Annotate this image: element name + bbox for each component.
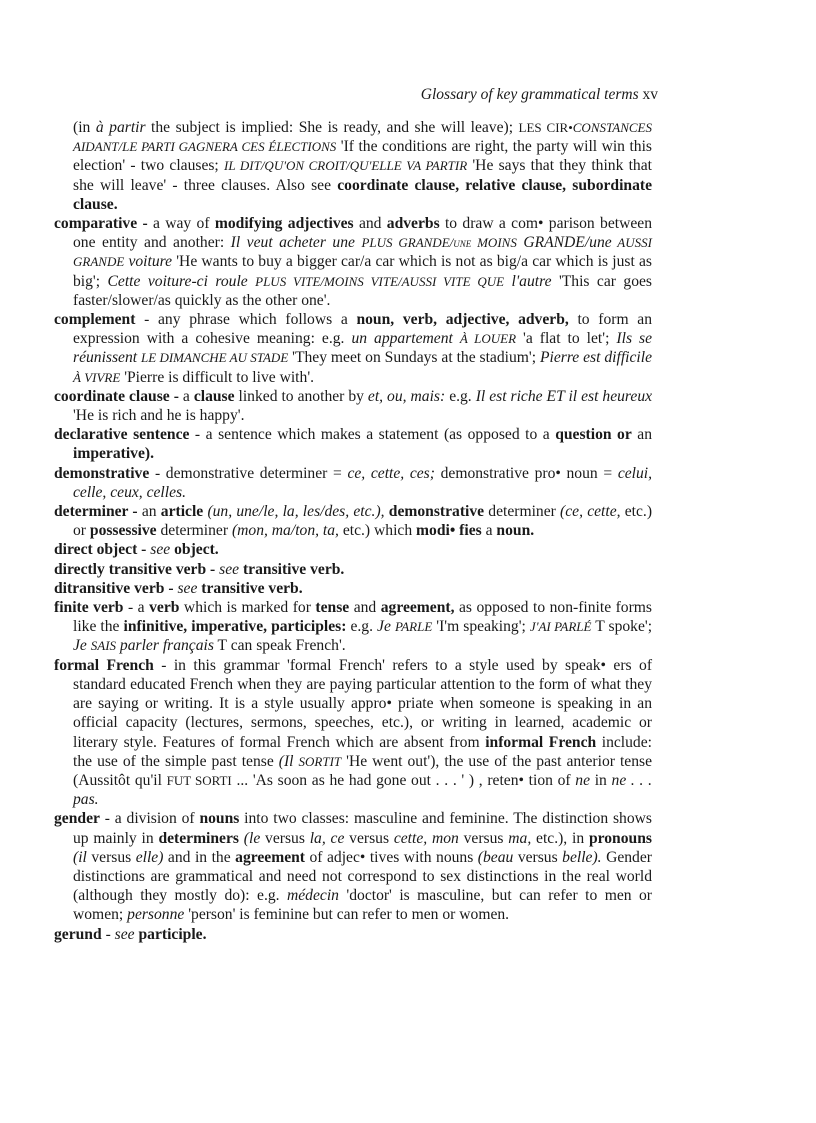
example-smallcaps: À VIVRE xyxy=(73,369,121,385)
example-smallcaps: SORTIT xyxy=(298,753,342,769)
text-run: 'He is rich and he is happy'. xyxy=(73,407,245,425)
text-run: etc.) which xyxy=(338,522,417,540)
term-bold: noun, verb, adjective, adverb, xyxy=(356,311,569,329)
text-run: - any phrase which follows a xyxy=(135,311,357,329)
text-run: T can speak French'. xyxy=(213,637,346,655)
example-smallcaps: SAIS xyxy=(90,638,117,654)
example-italic: voiture xyxy=(124,253,173,271)
text-run: - xyxy=(101,925,115,943)
text-run: 'He went out'), the use of the past anterior tense (Aussitôt qu'il xyxy=(73,752,652,789)
example-italic: see xyxy=(150,541,171,559)
term-bold: directly transitive verb - xyxy=(54,560,216,578)
term-bold: coordinate clause - xyxy=(54,387,179,405)
glossary-entry-gender xyxy=(54,809,652,924)
term-bold: article xyxy=(160,503,204,521)
example-italic: Il veut acheter une xyxy=(230,234,362,252)
text-run: etc.) or xyxy=(73,503,653,540)
glossary-entry-direct-object xyxy=(54,540,652,559)
term-bold: formal French xyxy=(54,656,154,674)
example-italic: Je xyxy=(73,637,91,655)
term-bold: infinitive, imperative, participles: xyxy=(123,618,347,636)
text-run: an xyxy=(137,503,161,521)
text-run: 'a flat to let'; xyxy=(516,330,617,348)
term-bold: gender xyxy=(54,810,100,828)
term-bold: agreement, xyxy=(380,599,455,617)
example-smallcaps: À LOUER xyxy=(459,331,517,347)
text-run: demonstrative pro• noun = xyxy=(434,464,618,482)
term-bold: imperative). xyxy=(73,445,154,463)
text-run: determiner xyxy=(484,503,561,521)
text-run: Gender distinctions are grammatical and need not correspond to sex distinctions in the real world (although they mostly do): e.g. xyxy=(73,848,652,905)
term-bold: complement xyxy=(54,311,136,329)
text-run: 'He says that they think that she will leave' - three clauses. Also see xyxy=(73,157,652,194)
example-italic: (Il xyxy=(278,752,299,770)
text-run: include: the use of the simple past tense xyxy=(73,733,652,770)
example-italic: un appartement xyxy=(351,330,460,348)
example-smallcaps: IL DIT/QU'ON CROIT/QU'ELLE VA PARTIR xyxy=(223,158,468,174)
example-italic: Je xyxy=(377,618,395,636)
text-run: - demonstrative determiner = xyxy=(149,464,348,482)
term-bold: object. xyxy=(174,541,219,559)
glossary-entry-comparative xyxy=(54,214,652,310)
text-run: 'doctor' is masculine, but can refer to men or women; xyxy=(73,887,653,924)
term-bold: determiner - xyxy=(54,503,138,521)
example-smallcaps: • xyxy=(568,120,573,135)
term-bold: adverbs xyxy=(386,215,440,233)
example-italic: cette, mon xyxy=(393,829,459,847)
example-italic: see xyxy=(177,579,198,597)
text-run: T spoke'; xyxy=(591,618,653,636)
term-bold: determiners xyxy=(158,829,239,847)
text-run: - a xyxy=(123,599,150,617)
example-smallcaps: PLUS GRANDE/une MOINS xyxy=(361,235,517,251)
term-bold: nouns xyxy=(199,810,240,828)
term-bold: modi• fies xyxy=(416,522,482,540)
example-italic: ne xyxy=(575,771,591,789)
term-bold: direct object - xyxy=(54,541,147,559)
running-header xyxy=(421,86,658,104)
glossary-entry-clause-continued xyxy=(54,118,652,214)
example-italic: à partir xyxy=(95,119,146,136)
text-run: into two classes: masculine and feminine. The distinction shows up mainly in xyxy=(73,810,652,847)
term-bold: pronouns xyxy=(588,829,652,847)
glossary-entry-complement xyxy=(54,310,652,387)
text-run: versus xyxy=(458,829,509,847)
text-run: ... 'As soon as he had gone out . . . ' ) , reten• tion of xyxy=(231,771,576,789)
example-italic: Il est riche ET il est heureux xyxy=(475,387,653,405)
text-run: etc.), in xyxy=(531,829,589,847)
example-italic: see xyxy=(114,925,135,943)
example-smallcaps: J'AI PARLÉ xyxy=(529,619,592,635)
running-title: Glossary of key grammatical terms xyxy=(420,86,639,103)
example-italic: GRANDE/une xyxy=(516,234,612,252)
example-italic: ce, cette, ces; xyxy=(347,464,435,482)
example-italic: (mon, ma/ton, ta, xyxy=(231,522,339,540)
example-italic: celui, celle, ceux, celles. xyxy=(73,464,653,501)
term-bold: declarative sentence xyxy=(54,426,190,444)
example-italic: belle). xyxy=(562,848,602,866)
term-bold: demonstrative xyxy=(54,464,150,482)
term-bold: possessive xyxy=(89,522,157,540)
term-bold: verb xyxy=(149,599,180,617)
text-run: - in this grammar 'formal French' refers to a style used by speak• ers of standard educated French when they are paying particular attention to the form of what they are saying or writing. It is a style usually appro• priate when someone is speaking in an official capacity (lectures, sermons, speeches, etc.), or writing in learned, academic or literary style. Features of formal French which are absent from xyxy=(73,656,653,751)
text-run: versus xyxy=(86,848,136,866)
text-run: e.g. xyxy=(346,618,378,636)
term-bold: gerund xyxy=(54,925,102,943)
text-run: to draw a com• parison between one entity and another: xyxy=(73,215,652,252)
text-run: which is marked for xyxy=(179,599,316,617)
text-run: 'I'm speaking'; xyxy=(432,618,530,636)
example-italic: (le xyxy=(243,829,261,847)
text-run: a way of xyxy=(147,215,215,233)
text-run: in xyxy=(590,771,612,789)
text-run: of adjec• tives with nouns xyxy=(305,848,478,866)
text-run: - a division of xyxy=(99,810,200,828)
text-run: and xyxy=(349,599,381,617)
example-smallcaps: FUT SORTI xyxy=(166,772,232,788)
example-italic: ne . . . pas. xyxy=(73,771,652,809)
text-run: 'They meet on Sundays at the stadium'; xyxy=(288,349,540,367)
example-italic: ma, xyxy=(508,829,532,847)
glossary-entry-determiner xyxy=(54,502,652,540)
term-bold: participle. xyxy=(138,925,207,943)
text-run: e.g. xyxy=(445,387,476,405)
example-smallcaps: PLUS VITE/MOINS VITE/AUSSI VITE QUE xyxy=(255,273,505,289)
text-run: a xyxy=(178,387,194,405)
glossary-entry-coordinate-clause xyxy=(54,387,652,425)
text-run: versus xyxy=(513,848,563,866)
example-smallcaps: PARLE xyxy=(394,619,433,635)
term-bold: demonstrative xyxy=(388,503,485,521)
example-italic: personne xyxy=(127,906,185,924)
text-run: (in xyxy=(73,119,96,136)
term-bold: question or xyxy=(555,426,632,444)
term-bold: clause xyxy=(193,387,235,405)
term-bold: agreement xyxy=(235,848,305,866)
example-italic: (un, une/le, la, les/des, etc.), xyxy=(207,503,385,521)
text-run: to form an expression with a cohesive meaning: e.g. xyxy=(73,311,652,348)
glossary-entry-ditransitive-verb xyxy=(54,579,652,598)
text-run: 'Pierre is difficult to live with'. xyxy=(120,368,315,386)
text-run: and in the xyxy=(163,848,236,866)
text-run: versus xyxy=(344,829,394,847)
term-bold: ditransitive verb - xyxy=(54,579,174,597)
term-bold: informal French xyxy=(485,733,597,751)
example-italic: see xyxy=(219,560,240,578)
example-smallcaps: LE DIMANCHE AU STADE xyxy=(141,350,289,366)
example-smallcaps: LES CIR xyxy=(518,120,569,135)
term-bold: coordinate clause, relative clause, subordinate clause. xyxy=(73,176,652,213)
glossary-entry-gerund xyxy=(54,925,652,944)
example-italic: elle) xyxy=(135,848,164,866)
term-bold: finite verb xyxy=(54,599,124,617)
text-run: 'He wants to buy a bigger car/a car which is not as big/a car which is just as big'; xyxy=(73,253,652,290)
text-run: linked to another by xyxy=(234,387,368,405)
glossary-entry-demonstrative xyxy=(54,464,652,502)
text-run: - a sentence which makes a statement (as opposed to a xyxy=(189,426,556,444)
glossary-entry-finite-verb xyxy=(54,598,652,656)
page-number: xv xyxy=(642,86,658,103)
example-smallcaps: CONSTANCES AIDANT/LE PARTI GAGNERA CES ÉLECTIONS xyxy=(73,120,652,155)
example-italic: Cette voiture-ci roule xyxy=(107,272,256,290)
text-run: and xyxy=(353,215,387,233)
term-bold: modifying adjectives xyxy=(214,215,354,233)
example-italic: (il xyxy=(73,848,87,866)
term-bold: noun. xyxy=(496,522,535,540)
example-italic: Pierre est difficile xyxy=(539,349,653,367)
example-italic: Ils se réunissent xyxy=(73,330,653,367)
example-italic: (beau xyxy=(477,848,514,866)
term-bold: transitive verb. xyxy=(242,560,345,578)
example-italic: et, ou, mais: xyxy=(367,387,446,405)
example-italic: médecin xyxy=(287,887,339,905)
text-run: determiner xyxy=(156,522,232,540)
text-run: as opposed to non-finite forms like the xyxy=(73,599,652,636)
text-run: 'person' is feminine but can refer to men or women. xyxy=(184,906,510,924)
glossary-entry-declarative-sentence xyxy=(54,425,652,463)
term-bold: transitive verb. xyxy=(201,579,303,597)
example-italic: parler français xyxy=(116,637,214,655)
text-run: an xyxy=(631,426,652,444)
glossary-entry-formal-french xyxy=(54,656,652,810)
example-italic: l'autre xyxy=(504,272,552,290)
glossary-body xyxy=(54,118,652,944)
text-run: 'If the conditions are right, the party will win this election' - two clauses; xyxy=(73,138,652,175)
text-run: versus xyxy=(260,829,310,847)
example-smallcaps: AUSSI GRANDE xyxy=(73,235,652,270)
text-run: the subject is implied: She is ready, and she will leave); xyxy=(145,119,519,136)
example-italic: la, ce xyxy=(309,829,345,847)
example-italic: (ce, cette, xyxy=(560,503,621,521)
term-bold: tense xyxy=(315,599,350,617)
term-bold: comparative - xyxy=(54,215,148,233)
glossary-entry-directly-transitive-verb xyxy=(54,560,652,579)
text-run: 'This car goes faster/slower/as quickly as the other one'. xyxy=(73,272,652,309)
text-run: a xyxy=(481,522,497,540)
